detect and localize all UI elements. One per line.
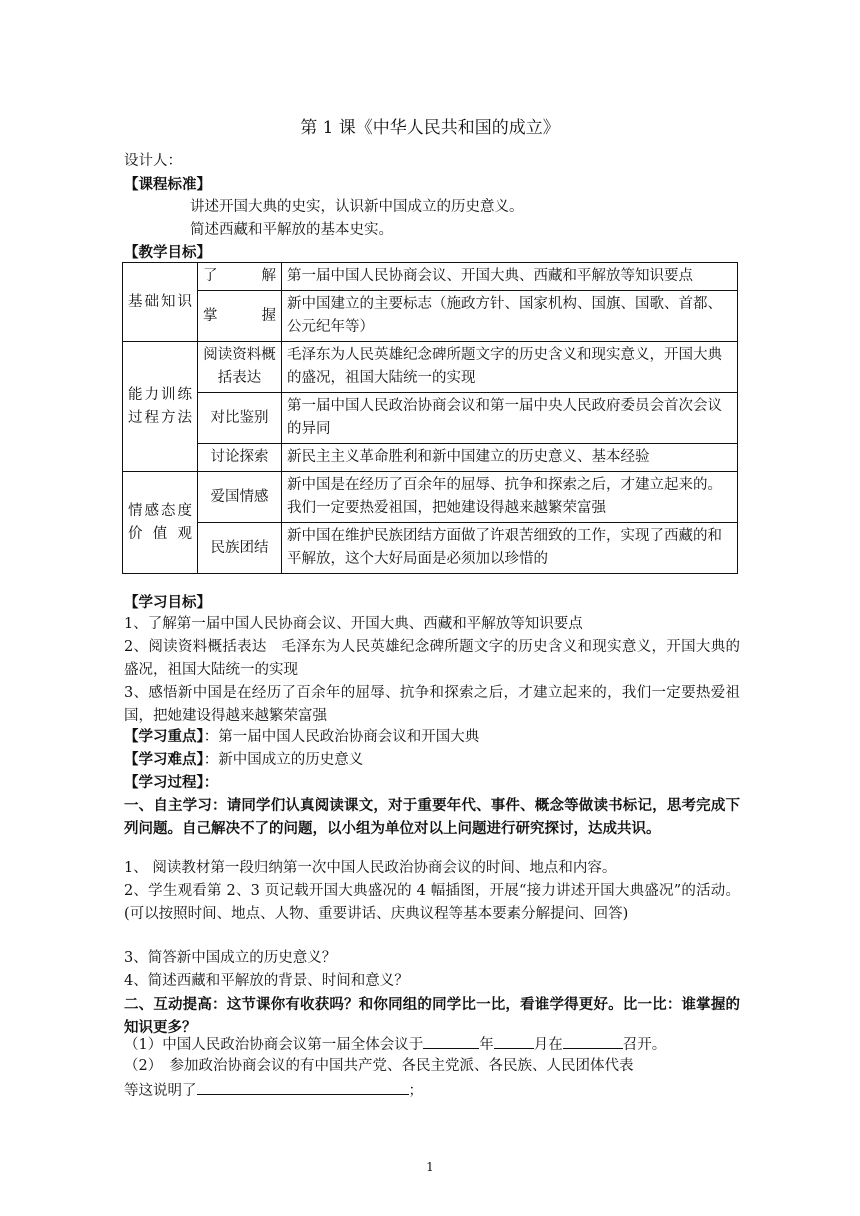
document-title: 第 1 课《中华人民共和国的成立》 xyxy=(300,118,560,138)
process-label: 【学习过程】 xyxy=(124,774,204,791)
sub-cell: 对比鉴别 xyxy=(198,393,282,444)
answer-blank[interactable] xyxy=(494,1032,534,1049)
difficulty xyxy=(124,748,740,772)
category-cell: 基础知识 xyxy=(123,263,198,342)
table-row xyxy=(123,523,738,574)
learning-goals-heading: 【学习目标】 xyxy=(124,594,211,611)
question-1-text-a: （1）中国人民政治协商会议第一届全体会议于 xyxy=(124,1037,424,1053)
section1-item: 2、学生观看第 2、3 页记载开国大典盛况的 4 幅插图，开展“接力讲述开国大典盛况”的活动。(可以按照时间、地点、人物、重要讲话、庆典议程等基本要素分解提问、回答) xyxy=(124,883,740,922)
teaching-goals-heading: 【教学目标】 xyxy=(124,244,211,261)
designer-label: 设计人： xyxy=(124,153,182,169)
learning-goal-item: 1、了解第一届中国人民协商会议、开国大典、西藏和平解放等知识要点 xyxy=(124,616,583,632)
process-text: ： xyxy=(203,774,219,791)
learning-goal-item: 3、感悟新中国是在经历了百余年的屈辱、抗争和探索之后，才建立起来的，我们一定要热爱祖国，把她建设得越来越繁荣富强 xyxy=(124,685,740,724)
content-cell: 第一届中国人民政治协商会议和第一届中央人民政府委员会首次会议的异同 xyxy=(282,393,738,444)
teaching-goals-table xyxy=(122,262,738,574)
content-cell: 新中国在维护民族团结方面做了许艰苦细致的工作，实现了西藏的和平解放，这个大好局面是必须加以珍惜的 xyxy=(282,523,738,574)
section1-item: 3、简答新中国成立的历史意义？ xyxy=(124,950,337,966)
difficulty-label: 【学习难点】 xyxy=(124,751,204,768)
curriculum-item: 讲述开国大典的史实，认识新中国成立的历史意义。 xyxy=(190,199,524,215)
table-row xyxy=(123,444,738,472)
sub-cell: 掌 握 xyxy=(198,291,282,342)
table-row xyxy=(123,393,738,444)
question-1-text-b: 年 xyxy=(479,1037,494,1053)
question-2-text-b: 等这说明了 xyxy=(124,1083,197,1099)
table-row xyxy=(123,472,738,523)
learning-goal-item: 2、阅读资料概括表达 毛泽东为人民英雄纪念碑所题文字的历史含义和现实意义，开国大典的盛况，祖国大陆统一的实现 xyxy=(124,639,740,678)
category-cell: 能力训练过程方法 xyxy=(123,342,198,472)
sub-cell: 民族团结 xyxy=(198,523,282,574)
answer-blank[interactable] xyxy=(423,1032,479,1049)
content-cell: 新民主主义革命胜利和新中国建立的历史意义、基本经验 xyxy=(282,444,738,472)
sub-cell: 讨论探索 xyxy=(198,444,282,472)
section1-item: 1、 阅读教材第一段归纳第一次中国人民政治协商会议的时间、地点和内容。 xyxy=(124,860,617,876)
curriculum-heading: 【课程标准】 xyxy=(124,176,211,193)
content-cell: 毛泽东为人民英雄纪念碑所题文字的历史含义和现实意义，开国大典的盛况，祖国大陆统一的实现 xyxy=(282,342,738,393)
question-1-text-c: 月在 xyxy=(533,1037,563,1053)
page-number: 1 xyxy=(426,1160,434,1174)
content-cell: 第一届中国人民协商会议、开国大典、西藏和平解放等知识要点 xyxy=(282,263,738,291)
category-cell: 情感态度价值观 xyxy=(123,472,198,574)
table-row xyxy=(123,342,738,393)
section1-heading: 一、自主学习：请同学们认真阅读课文，对于重要年代、事件、概念等做读书标记，思考完成下列问题。自己解决不了的问题，以小组为单位对以上问题进行研究探讨，达成共识。 xyxy=(124,797,740,837)
sub-cell: 阅读资料概括表达 xyxy=(198,342,282,393)
section1-item: 4、简述西藏和平解放的背景、时间和意义？ xyxy=(124,973,409,989)
question-1 xyxy=(124,1032,740,1057)
key-point xyxy=(124,725,740,749)
sub-cell: 爱国情感 xyxy=(198,472,282,523)
content-cell: 新中国建立的主要标志（施政方针、国家机构、国旗、国歌、首都、公元纪年等） xyxy=(282,291,738,342)
answer-blank[interactable] xyxy=(563,1032,623,1049)
key-point-text: ：第一届中国人民政治协商会议和开国大典 xyxy=(203,729,480,745)
section2-heading: 二、互动提高：这节课你有收获吗？和你同组的同学比一比，看谁学得更好。比一比：谁掌握的知识更多？ xyxy=(124,996,740,1036)
table-row xyxy=(123,291,738,342)
sub-cell: 了 解 xyxy=(198,263,282,291)
question-2-text-c: ； xyxy=(408,1083,423,1099)
key-point-label: 【学习重点】 xyxy=(124,728,204,745)
process xyxy=(124,771,740,795)
table-row xyxy=(123,263,738,291)
content-cell: 新中国是在经历了百余年的屈辱、抗争和探索之后，才建立起来的。我们一定要热爱祖国，把她建设得越来越繁荣富强 xyxy=(282,472,738,523)
curriculum-item: 简述西藏和平解放的基本史实。 xyxy=(190,222,393,238)
difficulty-text: ：新中国成立的历史意义 xyxy=(203,752,364,768)
question-2-text-a: （2） 参加政治协商会议的有中国共产党、各民主党派、各民族、人民团体代表 xyxy=(124,1058,634,1074)
question-1-text-d: 召开。 xyxy=(622,1037,667,1053)
question-2 xyxy=(124,1055,740,1103)
answer-blank[interactable] xyxy=(197,1078,409,1095)
